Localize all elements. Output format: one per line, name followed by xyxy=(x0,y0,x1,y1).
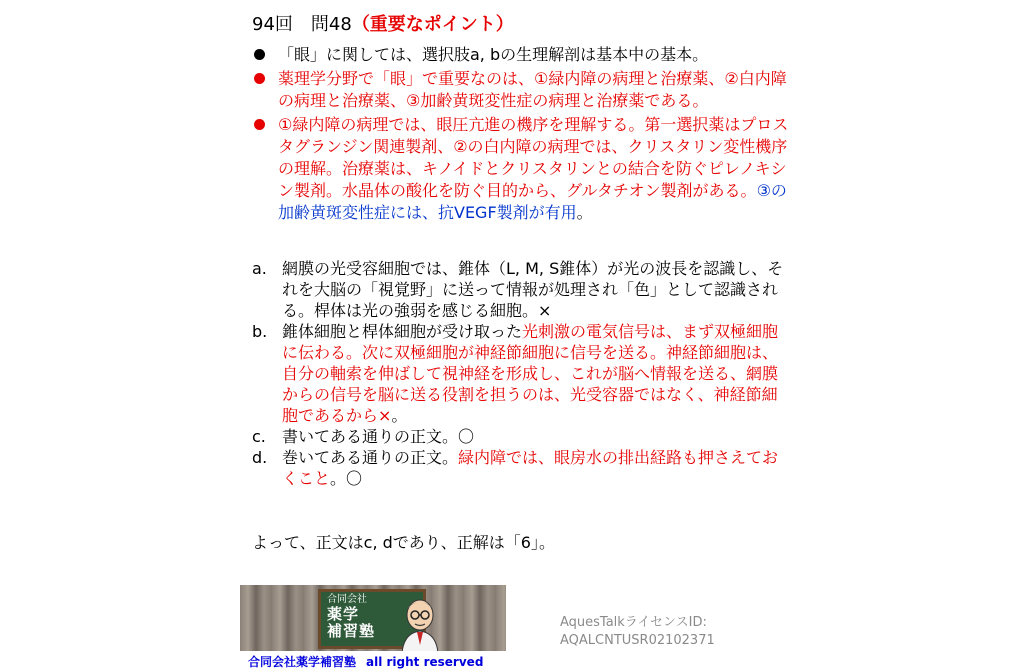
key-point xyxy=(252,44,792,66)
key-point-text: 薬理学分野で「眼」で重要なのは、①緑内障の病理と治療薬、②白内障の病理と治療薬、③加齢黄斑変性症の病理と治療薬である。 xyxy=(278,69,787,110)
option-item xyxy=(252,321,792,426)
page-title xyxy=(252,14,514,36)
conclusion-text: よって、正文はc, dであり、正解は「6」。 xyxy=(252,533,555,552)
key-points-list xyxy=(252,44,792,226)
key-point xyxy=(252,68,792,112)
option-text-end: 。〇 xyxy=(330,469,363,488)
key-point-text: ①緑内障の病理では、眼圧亢進の機序を理解する。第一選択薬はプロスタグランジン関連製剤、②の白内障の病理では、クリスタリン変性機序の理解。治療薬は、キノイドとクリスタリンとの結合を防ぐピレノキシン製剤。水晶体の酸化を防ぐ目的から、グルタチオン製剤がある。 xyxy=(278,115,789,200)
title-highlight: （重要なポイント） xyxy=(351,14,514,35)
option-text: 錐体細胞と桿体細胞が受け取った xyxy=(282,322,523,341)
banner-line1: 合同会社 xyxy=(327,594,367,605)
banner-line3: 補習塾 xyxy=(327,622,376,640)
license-id: AQALCNTUSR02102371 xyxy=(560,633,715,648)
options-list xyxy=(252,258,792,489)
option-text-red: 光刺激の電気信号は、まず双極細胞に伝わる。次に双極細胞が神経節細胞に信号を送る。神経節細胞は、自分の軸索を伸ばして視神経を形成し、これが脳へ情報を送る、網膜からの信号を脳に送る役割を担うのは、光受容器ではなく、神経節細胞であるから× xyxy=(282,322,779,425)
option-text: 網膜の光受容細胞では、錐体（L, M, S錐体）が光の波長を認識し、それを大脳の「視覚野」に送って情報が処理され「色」として認識される。桿体は光の強弱を感じる細胞。× xyxy=(282,259,784,320)
key-point-text-end: 。 xyxy=(576,203,593,222)
key-point-text: 「眼」に関しては、選択肢a, bの生理解剖は基本中の基本。 xyxy=(278,45,709,64)
license-info xyxy=(560,614,770,650)
key-point-text-blue: ③の加齢黄斑変性症には、抗VEGF製剤が有用 xyxy=(278,181,787,222)
option-letter: a. xyxy=(252,259,267,278)
key-point xyxy=(252,114,792,224)
bullet-dot-icon xyxy=(254,73,265,84)
company-banner xyxy=(240,585,506,651)
banner-line2: 薬学 xyxy=(327,605,360,623)
title-prefix: 94回 問48 xyxy=(252,14,352,35)
company-name: 合同会社薬学補習塾 xyxy=(248,655,357,669)
option-letter: c. xyxy=(252,427,266,446)
rights-text: all right reserved xyxy=(366,655,484,669)
option-text: 巻いてある通りの正文。 xyxy=(282,448,459,467)
option-text-red: 緑内障では、眼房水の排出経路も押さえておくこと xyxy=(282,448,779,488)
option-text-end: 。 xyxy=(391,406,408,425)
bullet-dot-icon xyxy=(254,119,265,130)
option-letter: b. xyxy=(252,322,268,341)
option-item xyxy=(252,258,792,321)
option-item xyxy=(252,447,792,489)
option-letter: d. xyxy=(252,448,268,467)
option-text: 書いてある通りの正文。〇 xyxy=(282,427,475,446)
copyright-footer xyxy=(248,654,483,670)
license-label: AquesTalkライセンスID: xyxy=(560,615,707,630)
bullet-dot-icon xyxy=(254,49,265,60)
option-item xyxy=(252,426,792,447)
teacher-illustration-icon xyxy=(390,593,450,651)
